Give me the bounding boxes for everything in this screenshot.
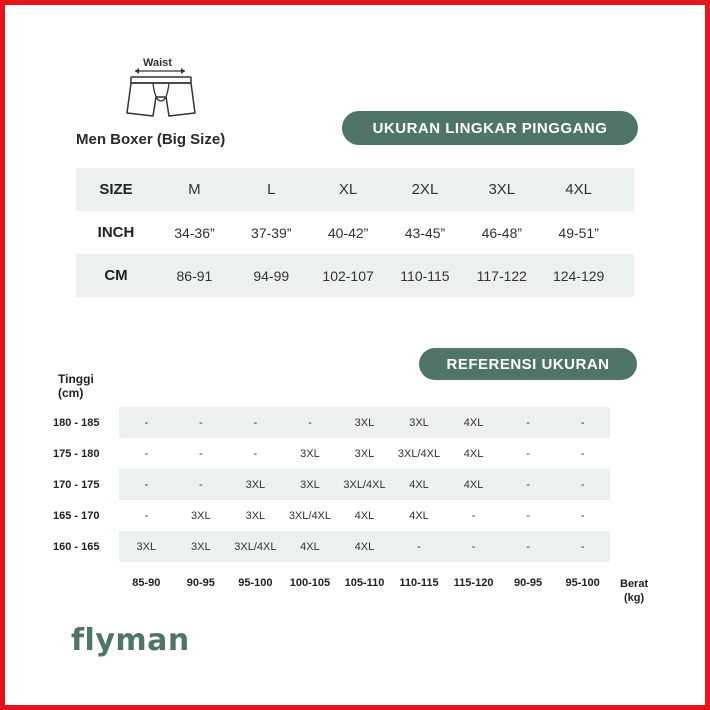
height-label: 180 - 185 bbox=[53, 416, 100, 429]
ref-cell: - bbox=[144, 416, 149, 429]
row-label: SIZE bbox=[99, 181, 133, 198]
ref-cell: - bbox=[144, 478, 149, 491]
boxer-icon bbox=[123, 57, 203, 127]
ref-cell: 3XL bbox=[300, 478, 320, 491]
ref-cell: 4XL bbox=[463, 447, 484, 460]
ref-cell: - bbox=[580, 478, 585, 491]
reference-table bbox=[53, 407, 610, 562]
weight-label: 105-110 bbox=[344, 577, 385, 589]
ref-cell: 3XL bbox=[354, 416, 375, 429]
height-label: 165 - 170 bbox=[53, 509, 100, 522]
size-cell: L bbox=[267, 181, 276, 198]
ref-cell: - bbox=[580, 416, 585, 429]
height-label: 175 - 180 bbox=[53, 447, 100, 460]
weight-label: 110-115 bbox=[399, 577, 439, 589]
ref-cell: - bbox=[198, 478, 203, 491]
ref-cell: - bbox=[144, 447, 149, 460]
size-row bbox=[76, 168, 634, 211]
ref-cell: 3XL bbox=[136, 540, 157, 553]
ref-cell: 3XL bbox=[354, 447, 375, 460]
size-cell: XL bbox=[338, 181, 358, 198]
ref-cell: 4XL bbox=[354, 540, 375, 553]
cm-cell: 110-115 bbox=[400, 267, 450, 284]
height-label: 160 - 165 bbox=[53, 540, 100, 553]
ref-cell: 4XL bbox=[354, 509, 375, 522]
ref-cell: 3XL bbox=[191, 509, 211, 522]
inch-cell: 37-39” bbox=[251, 224, 292, 241]
cm-row bbox=[76, 254, 634, 297]
inch-cell: 40-42” bbox=[327, 224, 369, 241]
ref-cell: - bbox=[526, 509, 530, 522]
ref-cell: - bbox=[253, 447, 258, 460]
ref-cell: 3XL bbox=[245, 509, 266, 522]
weight-axis bbox=[119, 577, 610, 589]
cm-cell: 94-99 bbox=[253, 267, 290, 284]
ref-cell: 3XL bbox=[300, 447, 320, 460]
ref-cell: - bbox=[580, 447, 585, 460]
cm-cell: 124-129 bbox=[552, 267, 605, 284]
ref-cell: 3XL bbox=[191, 540, 211, 553]
height-label: 170 - 175 bbox=[53, 478, 100, 491]
size-cell: M bbox=[188, 181, 201, 198]
waist-label: Waist bbox=[143, 57, 172, 69]
ref-cell: 3XL bbox=[245, 478, 266, 491]
size-cell: 4XL bbox=[565, 181, 592, 198]
row-label: INCH bbox=[97, 224, 135, 241]
ref-cell: - bbox=[308, 416, 312, 429]
size-cell: 2XL bbox=[411, 181, 439, 198]
inch-row bbox=[76, 211, 634, 254]
weight-label: 90-95 bbox=[514, 577, 543, 589]
table-row bbox=[53, 469, 610, 500]
inch-cell: 46-48” bbox=[481, 224, 523, 241]
ref-cell: - bbox=[526, 447, 530, 460]
weight-label: 95-100 bbox=[238, 577, 273, 589]
boxer-illustration bbox=[123, 57, 203, 127]
ref-cell: 3XL bbox=[409, 416, 429, 429]
table-row bbox=[53, 407, 610, 438]
brand-logo: flyman bbox=[71, 623, 190, 658]
weight-axis-title: Berat (kg) bbox=[620, 578, 649, 604]
ref-cell: - bbox=[198, 447, 203, 460]
ref-cell: 4XL bbox=[463, 416, 484, 429]
ref-cell: - bbox=[580, 509, 585, 522]
ref-cell: 4XL bbox=[409, 509, 429, 522]
size-cell: 3XL bbox=[488, 181, 516, 198]
ref-cell: - bbox=[526, 478, 530, 491]
weight-label: 115-120 bbox=[453, 577, 494, 589]
ref-cell: - bbox=[198, 416, 203, 429]
ref-cell: 3XL/4XL bbox=[234, 540, 277, 553]
cm-cell: 86-91 bbox=[176, 267, 213, 284]
ref-cell: 4XL bbox=[463, 478, 484, 491]
ref-cell: - bbox=[471, 509, 476, 522]
ref-cell: - bbox=[471, 540, 476, 553]
reference-heading: REFERENSI UKURAN bbox=[419, 348, 637, 380]
ref-cell: - bbox=[144, 509, 149, 522]
ref-cell: - bbox=[417, 540, 421, 553]
ref-cell: 4XL bbox=[300, 540, 320, 553]
ref-cell: 3XL/4XL bbox=[288, 509, 332, 522]
weight-label: 85-90 bbox=[132, 577, 161, 589]
table-row bbox=[53, 438, 610, 469]
cm-cell: 117-122 bbox=[476, 267, 527, 284]
ref-cell: - bbox=[253, 416, 258, 429]
inch-cell: 49-51” bbox=[558, 224, 599, 241]
ref-cell: - bbox=[526, 416, 530, 429]
table-row bbox=[53, 500, 610, 531]
ref-cell: 3XL/4XL bbox=[343, 478, 386, 491]
size-chart-page bbox=[5, 5, 705, 705]
inch-cell: 34-36” bbox=[174, 224, 215, 241]
product-title: Men Boxer (Big Size) bbox=[76, 131, 226, 148]
ref-cell: - bbox=[526, 540, 530, 553]
ref-cell: 3XL/4XL bbox=[397, 447, 441, 460]
row-label: CM bbox=[104, 267, 128, 284]
waist-size-table bbox=[76, 168, 634, 297]
height-axis-title: Tinggi (cm) bbox=[58, 372, 94, 400]
weight-label: 95-100 bbox=[565, 577, 600, 589]
waist-size-heading: UKURAN LINGKAR PINGGANG bbox=[342, 111, 638, 145]
ref-cell: - bbox=[580, 540, 585, 553]
ref-cell: 4XL bbox=[409, 478, 429, 491]
weight-label: 100-105 bbox=[289, 577, 331, 589]
inch-cell: 43-45” bbox=[404, 224, 446, 241]
weight-label: 90-95 bbox=[186, 577, 215, 589]
table-row bbox=[53, 531, 610, 562]
cm-cell: 102-107 bbox=[322, 267, 374, 284]
